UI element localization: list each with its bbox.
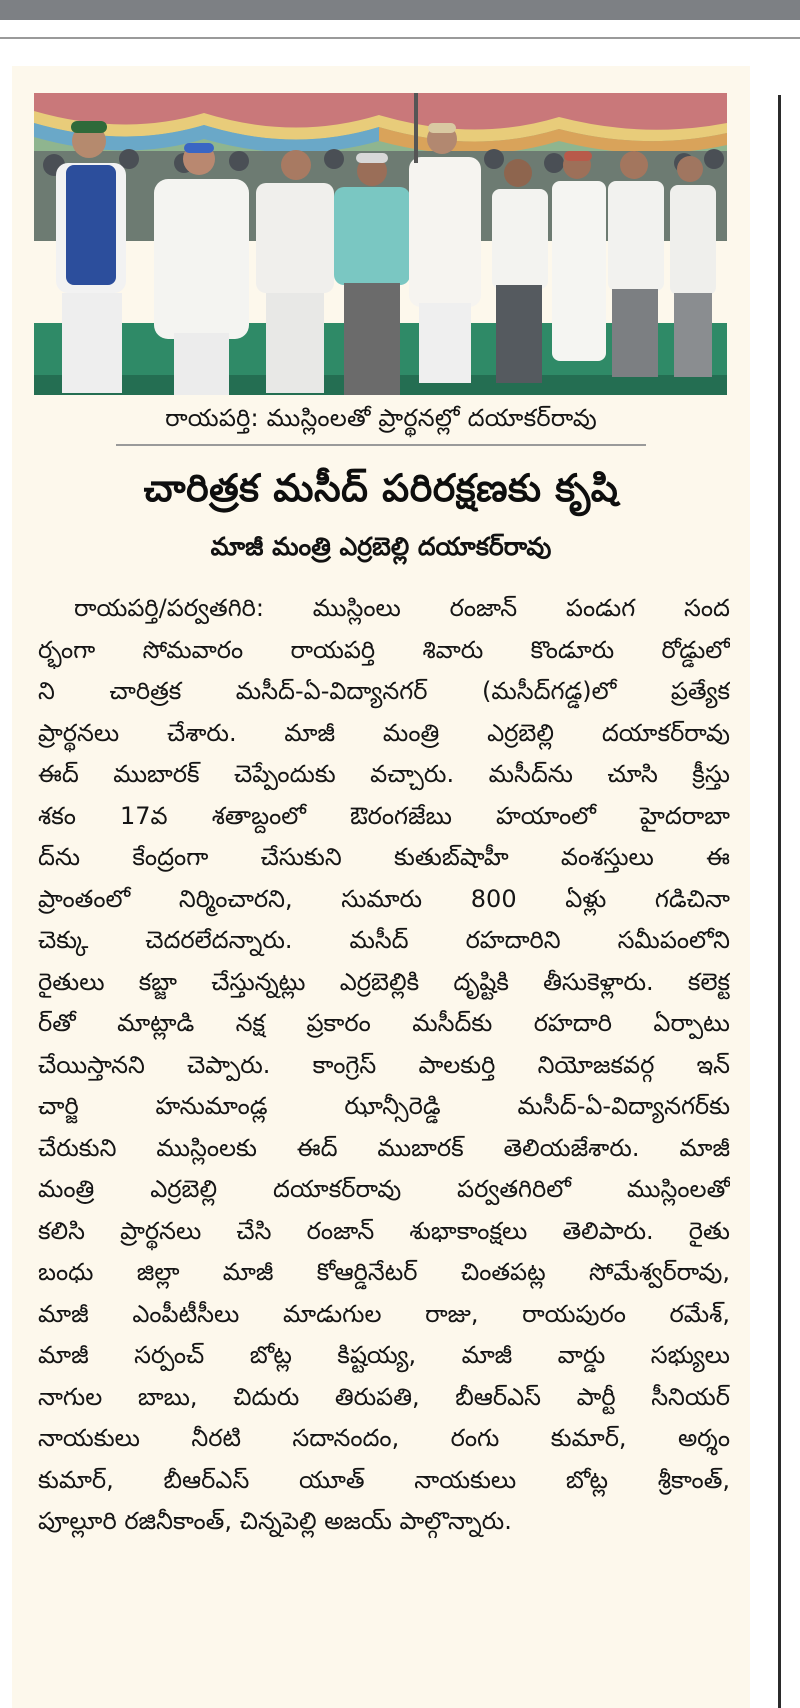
body-line: ప్రార్థనలు చేశారు. మాజీ మంత్రి ఎర్రబెల్లి దయాకర్‌రావు — [38, 718, 730, 747]
body-line: శకం 17వ శతాబ్దంలో ఔరంగజేబు హయాంలో హైదరాబా — [38, 801, 730, 830]
body-line: మాజీ సర్పంచ్ బోట్ల కిష్టయ్య, మాజీ వార్డు సభ్యులు — [38, 1341, 730, 1369]
body-line: చేయిస్తానని చెప్పారు. కాంగ్రెస్ పాలకుర్తి నియోజకవర్గ ఇన్ — [38, 1050, 730, 1079]
body-line: నాయకులు నీరటి సదానందం, రంగు కుమార్, అర్శం — [38, 1424, 730, 1452]
body-line: కుమార్, బీఆర్ఎస్ యూత్ నాయకులు బోట్ల శ్రీకాంత్, — [38, 1465, 730, 1494]
body-line: ప్రాంతంలో నిర్మించారని, సుమారు 800 ఏళ్లు గడిచినా — [38, 884, 730, 913]
body-line: నాగుల బాబు, చిదురు తిరుపతి, బీఆర్ఎస్ పార్టీ సీనియర్ — [38, 1382, 730, 1411]
body-line: బంధు జిల్లా మాజీ కోఆర్డినేటర్ చింతపట్ల సోమేశ్వర్‌రావు, — [38, 1258, 730, 1286]
body-line: పూల్లూరి రజినీకాంత్, చిన్నపెల్లి అజయ్ పాల్గొన్నారు. — [38, 1507, 512, 1535]
subheadline: మాజీ మంత్రి ఎర్రబెల్లి దయాకర్‌రావు — [210, 532, 552, 561]
body-line: ర్భంగా సోమవారం రాయపర్తి శివారు కొండూరు రోడ్డులో — [38, 635, 730, 664]
body-line: చేరుకుని ముస్లింలకు ఈద్ ముబారక్ తెలియజేశారు. మాజీ — [38, 1133, 730, 1162]
body-line: మంత్రి ఎర్రబెల్లి దయాకర్‌రావు పర్వతగిరిలో ముస్లింలతో — [38, 1175, 730, 1203]
top-bar — [0, 0, 800, 20]
body-line: రాయపర్తి/పర్వతగిరి: ముస్లింలు రంజాన్ పండుగ సంద — [74, 594, 730, 622]
body-line: చార్జి హనుమాండ్ల ఝాన్సీరెడ్డి మసీద్-ఏ-విద్యానగర్‌కు — [38, 1092, 730, 1120]
article-photo — [34, 93, 727, 395]
body-line: ని చారిత్రక మసీద్-ఏ-విద్యానగర్ (మసీద్‌గడ్డ)లో ప్రత్యేక — [38, 677, 730, 705]
photo-caption: రాయపర్తి: ముస్లింలతో ప్రార్థనల్లో దయాకర్‌రావు — [165, 404, 597, 432]
body-line: మాజీ ఎంపీటీసీలు మాడుగుల రాజు, రాయపురం రమేశ్, — [38, 1299, 730, 1328]
column-rule — [778, 95, 781, 1708]
news-clipping — [12, 66, 750, 1708]
body-line: రైతులు కబ్జా చేస్తున్నట్లు ఎర్రబెల్లికి దృష్టికి తీసుకెళ్లారు. కలెక్ట — [38, 967, 730, 996]
body-line: ర్‌తో మాట్లాడి నక్ష ప్రకారం మసీద్‌కు రహదారి ఏర్పాటు — [38, 1009, 730, 1037]
body-line: ద్‌ను కేంద్రంగా చేసుకుని కుతుబ్‌షాహీ వంశస్తులు ఈ — [38, 843, 730, 871]
body-line: చెక్కు చెదరలేదన్నారు. మసీద్ రహదారిని సమీపంలోని — [38, 926, 730, 954]
prayer-gathering-illustration — [34, 93, 727, 395]
headline: చారిత్రక మసీద్ పరిరక్షణకు కృషి — [143, 466, 619, 510]
article-body — [38, 588, 730, 1543]
top-divider — [0, 37, 800, 39]
body-line: కలిసి ప్రార్థనలు చేసి రంజాన్ శుభాకాంక్షలు తెలిపారు. రైతు — [38, 1216, 730, 1245]
body-line: ఈద్ ముబారక్ చెప్పేందుకు వచ్చారు. మసీద్‌ను చూసి క్రీస్తు — [38, 760, 730, 788]
caption-divider — [116, 444, 646, 446]
